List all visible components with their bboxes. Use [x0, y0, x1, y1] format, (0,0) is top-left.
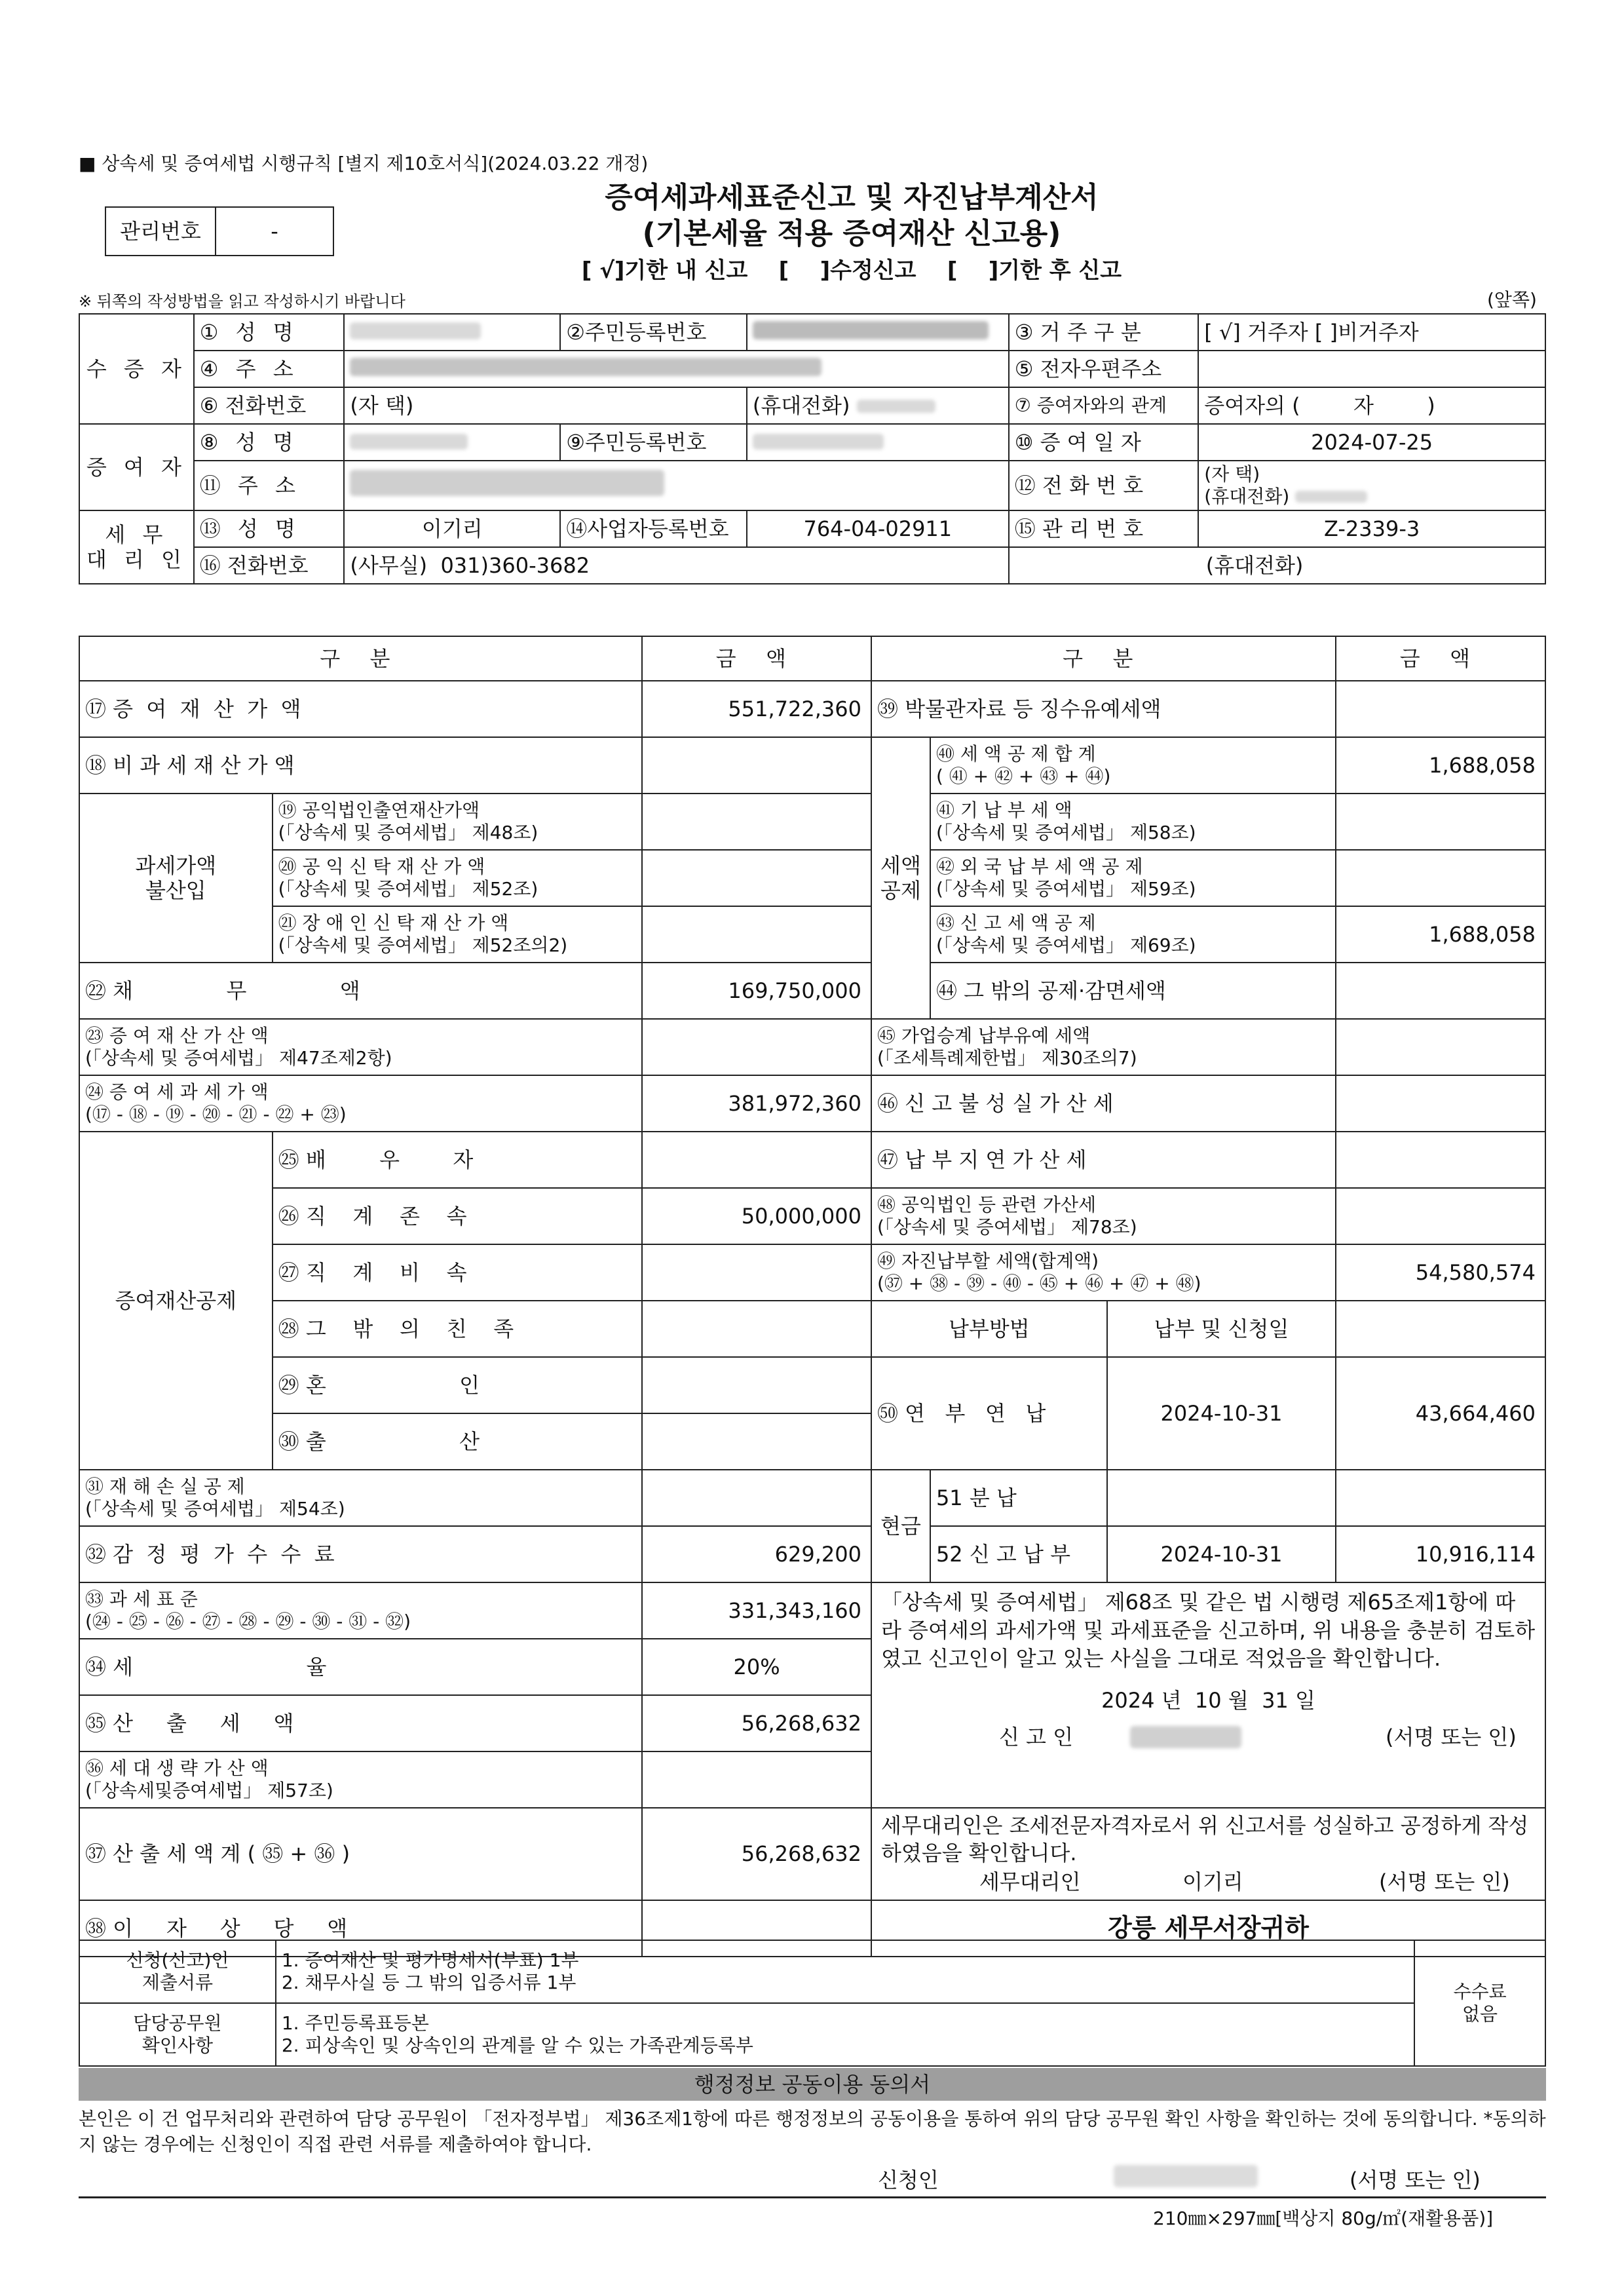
row45-label [871, 1019, 1336, 1075]
donor-rrn-label: ⑨주민등록번호 [560, 424, 747, 461]
donor-phone-mobile: (휴대전화) [1204, 486, 1290, 507]
row20-line1: ⑳ 공 익 신 탁 재 산 가 액 [278, 856, 485, 878]
row45-amount[interactable] [1336, 1019, 1545, 1075]
row23-label [79, 1019, 642, 1075]
official-check-item: 2. 피상속인 및 상속인의 관계를 알 수 있는 가족관계등록부 [281, 2035, 753, 2056]
payment-amount-header [1336, 1301, 1545, 1357]
paper-spec: 210㎜×297㎜[백상지 80g/㎡(재활용품)] [1153, 2208, 1494, 2229]
row46-amount[interactable] [1336, 1075, 1545, 1132]
gift-deduction-group: 증여재산공제 [79, 1132, 273, 1470]
reporter-label: 신 고 인 [998, 1724, 1074, 1750]
agent-confirm-text: 세무대리인은 조세전문자격자로서 위 신고서를 성실하고 공정하게 작성하였음을 확인합니다. [880, 1813, 1529, 1866]
agent-confirm-label: 세무대리인 [979, 1869, 1081, 1895]
recipient-name-value[interactable] [344, 314, 560, 351]
agent-section-line2: 대 리 인 [86, 547, 187, 572]
gift-date-label: ⑩ 증 여 일 자 [1009, 424, 1199, 461]
official-check-list [276, 2003, 1414, 2066]
row41-line2: (「상속세 및 증여세법」 제58조) [935, 822, 1196, 843]
email-label: ⑤ 전자우편주소 [1009, 351, 1199, 387]
row43-amount[interactable]: 1,688,058 [1336, 906, 1545, 963]
row40-label [930, 737, 1336, 794]
row17-label: ⑰ 증 여 재 산 가 액 [79, 681, 642, 737]
recipient-phone-label: ⑥ 전화번호 [194, 387, 345, 424]
official-check-label: 담당공무원 확인사항 [79, 2003, 276, 2066]
row36-line2: (「상속세및증여세법」 제57조) [85, 1780, 333, 1801]
row40-amount[interactable]: 1,688,058 [1336, 737, 1545, 794]
row24-line1: ㉔ 증 여 세 과 세 가 액 [85, 1081, 269, 1103]
row26-label: ㉖ 직 계 존 속 [273, 1188, 643, 1244]
recipient-address-label: ④ 주 소 [194, 351, 345, 387]
email-value[interactable] [1198, 351, 1545, 387]
recipient-phone-home[interactable]: (자 택) [344, 387, 746, 424]
row30-label: ㉚ 출 산 [273, 1413, 643, 1470]
row43-line1: ㊸ 신 고 세 액 공 제 [935, 912, 1096, 934]
row50-label: ㊿ 연 부 연 납 [871, 1357, 1107, 1470]
row46-label: ㊻ 신 고 불 성 실 가 산 세 [871, 1075, 1336, 1132]
row51-date[interactable] [1107, 1470, 1336, 1526]
management-number-value: - [216, 207, 333, 256]
mobile-label: (휴대전화) [752, 392, 850, 418]
col-amount-left: 금 액 [642, 636, 871, 681]
donor-name-value[interactable] [344, 424, 560, 461]
declaration-date[interactable]: 2024 년 10 월 31 일 [1101, 1687, 1315, 1713]
row51-amount[interactable] [1336, 1470, 1545, 1526]
agent-section [79, 510, 194, 584]
row36-line1: ㊱ 세 대 생 략 가 산 액 [85, 1757, 269, 1780]
tax-office-recipient: 강릉 세무서장귀하 [871, 1900, 1545, 1957]
agent-phone-label: ⑯ 전화번호 [194, 547, 345, 584]
row40-line1: ㊵ 세 액 공 제 합 계 [935, 743, 1096, 765]
tax-credit-group: 세액 공제 [871, 737, 930, 1019]
row48-label [871, 1188, 1336, 1244]
row41-amount[interactable] [1336, 794, 1545, 850]
row31-amount[interactable] [642, 1470, 871, 1526]
party-info-table [79, 313, 1546, 584]
row24-amount[interactable]: 381,972,360 [642, 1075, 871, 1132]
donor-rrn-value[interactable] [747, 424, 1009, 461]
row21-line2: (「상속세 및 증여세법」 제52조의2) [278, 934, 568, 956]
row33-line2: (㉔ - ㉕ - ㉖ - ㉗ - ㉘ - ㉙ - ㉚ - ㉛ - ㉜) [85, 1611, 411, 1632]
row43-label [930, 906, 1336, 963]
row48-line1: ㊽ 공익법인 등 관련 가산세 [877, 1194, 1097, 1216]
row20-line2: (「상속세 및 증여세법」 제52조) [278, 878, 538, 900]
consent-sign-note: (서명 또는 인) [1350, 2168, 1481, 2192]
donor-section: 증 여 자 [79, 424, 194, 510]
row22-label: ㉒ 채 무 액 [79, 963, 642, 1019]
row28-amount[interactable] [642, 1301, 871, 1357]
row17-amount[interactable]: 551,722,360 [642, 681, 871, 737]
row50-date[interactable]: 2024-10-31 [1107, 1357, 1336, 1470]
row30-amount[interactable] [642, 1413, 871, 1470]
consent-applicant-label: 신청인 [878, 2168, 939, 2192]
row21-line1: ㉑ 장 애 인 신 탁 재 산 가 액 [278, 912, 509, 934]
row31-label [79, 1470, 642, 1526]
col-amount-right: 금 액 [1336, 636, 1545, 681]
submit-doc-item: 2. 채무사실 등 그 밖의 입증서류 1부 [281, 1972, 576, 1993]
row20-amount[interactable] [642, 850, 871, 906]
row32-label: ㉜ 감 정 평 가 수 수 료 [79, 1526, 642, 1582]
row52-amount[interactable]: 10,916,114 [1336, 1526, 1545, 1582]
row19-line2: (「상속세 및 증여세법」 제48조) [278, 822, 538, 843]
recipient-address-value[interactable] [344, 351, 1008, 387]
row50-amount[interactable]: 43,664,460 [1336, 1357, 1545, 1470]
donor-name-label: ⑧ 성 명 [194, 424, 345, 461]
taxable-exclusion-group: 과세가액 불산입 [79, 794, 273, 963]
row19-line1: ⑲ 공익법인출연재산가액 [278, 799, 480, 822]
row37-label: ㊲ 산 출 세 액 계 ( ㉟ + ㊱ ) [79, 1808, 642, 1900]
row42-line1: ㊷ 외 국 납 부 세 액 공 제 [935, 856, 1143, 878]
agent-mgmt-label: ⑮ 관 리 번 호 [1009, 510, 1199, 547]
row48-line2: (「상속세 및 증여세법」 제78조) [877, 1216, 1137, 1238]
row32-amount[interactable]: 629,200 [642, 1526, 871, 1582]
form-title: 증여세과세표준신고 및 자진납부계산서 [605, 181, 1099, 214]
row37-amount[interactable]: 56,268,632 [642, 1808, 871, 1900]
row52-label: 52 신 고 납 부 [930, 1526, 1107, 1582]
recipient-name-label: ① 성 명 [194, 314, 345, 351]
row36-amount[interactable] [642, 1751, 871, 1808]
agent-phone-mobile[interactable]: (휴대전화) [1009, 547, 1545, 584]
donor-phone-value[interactable] [1198, 461, 1545, 510]
row35-amount[interactable]: 56,268,632 [642, 1695, 871, 1751]
row42-amount[interactable] [1336, 850, 1545, 906]
donor-phone-home: (자 택) [1204, 463, 1260, 486]
row47-label: ㊼ 납 부 지 연 가 산 세 [871, 1132, 1336, 1188]
row42-line2: (「상속세 및 증여세법」 제59조) [935, 878, 1196, 900]
page-side: (앞쪽) [1487, 289, 1537, 311]
row18-amount[interactable] [642, 737, 871, 794]
relation-value[interactable]: 증여자의 ( 자 ) [1198, 387, 1545, 424]
row49-line2: (㊲ + ㊳ - ㊴ - ㊵ - ㊺ + ㊻ + ㊼ + ㊽) [877, 1272, 1201, 1294]
row25-label: ㉕ 배 우 자 [273, 1132, 643, 1188]
row24-line2: (⑰ - ⑱ - ⑲ - ⑳ - ㉑ - ㉒ + ㉓) [85, 1103, 347, 1125]
row48-amount[interactable] [1336, 1188, 1545, 1244]
row20-label [273, 850, 643, 906]
consent-signature[interactable] [1114, 2165, 1258, 2187]
row24-label [79, 1075, 642, 1132]
row27-amount[interactable] [642, 1244, 871, 1301]
row19-label [273, 794, 643, 850]
agent-confirm-cell [871, 1808, 1545, 1900]
row31-line2: (「상속세 및 증여세법」 제54조) [85, 1498, 345, 1520]
row35-label: ㉟ 산 출 세 액 [79, 1695, 642, 1751]
row47-amount[interactable] [1336, 1132, 1545, 1188]
row21-label [273, 906, 643, 963]
official-check-item: 1. 주민등록표등본 [281, 2012, 429, 2035]
agent-confirm-name[interactable]: 이기리 [1182, 1869, 1243, 1895]
row29-amount[interactable] [642, 1357, 871, 1413]
submit-docs-label: 신청(신고)인 제출서류 [79, 1940, 276, 2003]
row33-line1: ㉝ 과 세 표 준 [85, 1588, 198, 1611]
recipient-phone-mobile[interactable] [747, 387, 1009, 424]
declaration-text: 「상속세 및 증여세법」 제68조 및 같은 법 시행령 제65조제1항에 따라 증여세의 과세가액 및 과세표준을 신고하며, 위 내용을 충분히 검토하였고 신고인이 알고 있는 사실을 그대로 적었음을 확인합니다. [880, 1590, 1536, 1672]
agent-name-value[interactable]: 이기리 [344, 510, 560, 547]
donor-address-label: ⑪ 주 소 [194, 461, 345, 510]
row39-label: ㊴ 박물관자료 등 징수유예세액 [871, 681, 1336, 737]
row49-amount[interactable]: 54,580,574 [1336, 1244, 1545, 1301]
residence-value[interactable]: [ √] 거주자 [ ]비거주자 [1198, 314, 1545, 351]
reporter-sign-note: (서명 또는 인) [1385, 1724, 1517, 1750]
row34-amount[interactable]: 20% [642, 1639, 871, 1695]
agent-phone-office[interactable]: (사무실) 031)360-3682 [344, 547, 1008, 584]
agent-mgmt-value[interactable]: Z-2339-3 [1198, 510, 1545, 547]
row44-amount[interactable] [1336, 963, 1545, 1019]
footer-divider [79, 2196, 1546, 2198]
row18-label: ⑱ 비 과 세 재 산 가 액 [79, 737, 642, 794]
gift-date-value[interactable]: 2024-07-25 [1198, 424, 1545, 461]
row49-line1: ㊾ 자진납부할 세액(합계액) [877, 1250, 1099, 1272]
payment-method-header: 납부방법 [871, 1301, 1107, 1357]
row52-date[interactable]: 2024-10-31 [1107, 1526, 1336, 1582]
recipient-rrn-label: ②주민등록번호 [560, 314, 747, 351]
row19-amount[interactable] [642, 794, 871, 850]
row23-line1: ㉓ 증 여 재 산 가 산 액 [85, 1025, 269, 1047]
row25-amount[interactable] [642, 1132, 871, 1188]
tax-calculation-table [79, 636, 1546, 1957]
residence-label: ③ 거 주 구 분 [1009, 314, 1199, 351]
attachments-table [79, 1940, 1546, 2067]
agent-section-line1: 세 무 [105, 522, 168, 547]
agent-name-label: ⑬ 성 명 [194, 510, 345, 547]
fee-box: 수수료 없음 [1414, 1940, 1545, 2066]
recipient-section: 수 증 자 [79, 314, 194, 424]
donor-address-value[interactable] [344, 461, 1008, 510]
row39-amount[interactable] [1336, 681, 1545, 737]
row40-line2: ( ㊶ + ㊷ + ㊸ + ㊹) [935, 765, 1111, 787]
agent-confirm-sign-note: (서명 또는 인) [1378, 1869, 1510, 1895]
regulation-reference: ■ 상속세 및 증여세법 시행규칙 [별지 제10호서식](2024.03.22 개정) [79, 153, 649, 174]
row42-label [930, 850, 1336, 906]
row23-line2: (「상속세 및 증여세법」 제47조제2항) [85, 1047, 392, 1069]
form-subtitle: (기본세율 적용 증여재산 신고용) [642, 217, 1061, 250]
row41-line1: ㊶ 기 납 부 세 액 [935, 799, 1072, 822]
instruction-note: ※ 뒤쪽의 작성방법을 읽고 작성하시기 바랍니다 [79, 292, 406, 311]
row33-label [79, 1582, 642, 1639]
recipient-rrn-value[interactable] [747, 314, 1009, 351]
row21-amount[interactable] [642, 906, 871, 963]
row51-label: 51 분 납 [930, 1470, 1107, 1526]
relation-label: ⑦ 증여자와의 관계 [1009, 387, 1199, 424]
row43-line2: (「상속세 및 증여세법」 제69조) [935, 934, 1196, 956]
row44-label: ㊹ 그 밖의 공제·감면세액 [930, 963, 1336, 1019]
row36-label [79, 1751, 642, 1808]
row22-amount[interactable]: 169,750,000 [642, 963, 871, 1019]
row38-label: ㊳ 이 자 상 당 액 [79, 1900, 642, 1957]
agent-bizno-value[interactable]: 764-04-02911 [747, 510, 1009, 547]
declaration-cell [871, 1582, 1545, 1808]
row33-amount[interactable]: 331,343,160 [642, 1582, 871, 1639]
report-type-options: [ √]기한 내 신고 [ ]수정신고 [ ]기한 후 신고 [581, 258, 1122, 284]
reporter-signature[interactable] [1130, 1726, 1241, 1748]
submit-doc-item: 1. 증여재산 및 평가명세서(부표) 1부 [281, 1949, 579, 1972]
submit-docs-list [276, 1940, 1414, 2003]
donor-phone-label: ⑫ 전 화 번 호 [1009, 461, 1199, 510]
management-number-box [105, 206, 334, 256]
management-number-label: 관리번호 [105, 207, 216, 256]
consent-text: 본인은 이 건 업무처리와 관련하여 담당 공무원이 「전자정부법」 제36조제1항에 따른 행정정보의 공동이용을 통하여 위의 담당 공무원 확인 사항을 확인하는 것에 동의합니다. *동의하지 않는 경우에는 신청인이 직접 관련 서류를 제출하여야 합니다. [79, 2108, 1546, 2156]
col-gubun-right: 구 분 [871, 636, 1336, 681]
row23-amount[interactable] [642, 1019, 871, 1075]
row29-label: ㉙ 혼 인 [273, 1357, 643, 1413]
cash-group: 현금 [871, 1470, 930, 1582]
agent-bizno-label: ⑭사업자등록번호 [560, 510, 747, 547]
row49-label [871, 1244, 1336, 1301]
row27-label: ㉗ 직 계 비 속 [273, 1244, 643, 1301]
row45-line2: (「조세특례제한법」 제30조의7) [877, 1047, 1137, 1069]
row45-line1: ㊺ 가업승계 납부유예 세액 [877, 1025, 1091, 1047]
row26-amount[interactable]: 50,000,000 [642, 1188, 871, 1244]
row28-label: ㉘ 그 밖 의 친 족 [273, 1301, 643, 1357]
row31-line1: ㉛ 재 해 손 실 공 제 [85, 1476, 245, 1498]
row34-label: ㉞ 세 율 [79, 1639, 642, 1695]
row41-label [930, 794, 1336, 850]
col-gubun-left: 구 분 [79, 636, 642, 681]
consent-title: 행정정보 공동이용 동의서 [79, 2068, 1546, 2101]
payment-date-header: 납부 및 신청일 [1107, 1301, 1336, 1357]
